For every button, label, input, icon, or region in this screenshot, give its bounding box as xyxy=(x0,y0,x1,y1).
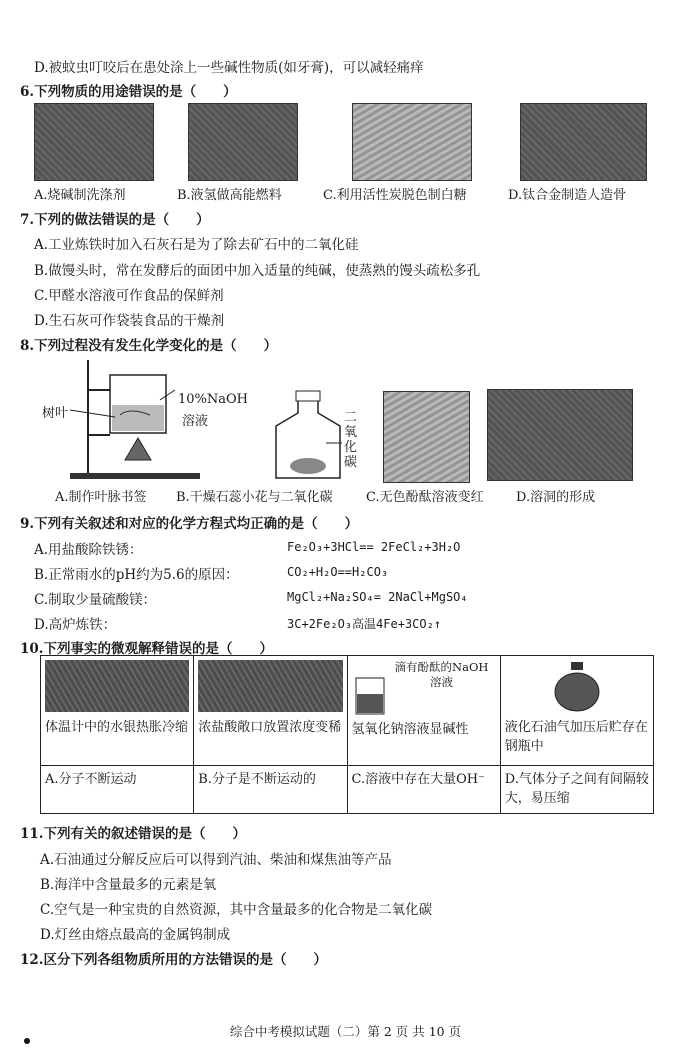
q9-equation-d: 3C+2Fe₂O₃高温4Fe+3CO₂↑ xyxy=(287,617,442,631)
q6-photo-b xyxy=(188,103,298,181)
q7-option-c: C.甲醛水溶液可作食品的保鲜剂 xyxy=(34,288,224,304)
q8-photo-c xyxy=(383,391,470,483)
q9-desc-a: A.用盐酸除铁锈： xyxy=(34,542,143,558)
q10-explanation-c: C.溶液中存在大量OH⁻ xyxy=(347,766,500,814)
q10-fact-cell-a xyxy=(41,656,194,766)
q8-caption-c: C.无色酚酞溶液变红 xyxy=(366,490,484,505)
q11-option-d: D.灯丝由熔点最高的金属钨制成 xyxy=(40,927,231,943)
q9-equation-a: Fe₂O₃+3HCl== 2FeCl₂+3H₂O xyxy=(287,540,461,554)
q11-option-b: B.海洋中含量最多的元素是氧 xyxy=(40,877,217,893)
q7-option-d: D.生石灰可作袋装食品的干燥剂 xyxy=(34,313,225,329)
page-dot xyxy=(24,1038,30,1044)
q10-fact-b: 浓盐酸敞口放置浓度变稀 xyxy=(198,720,342,735)
q8-apparatus-b xyxy=(268,388,348,483)
q6-caption-b: B.液氢做高能燃料 xyxy=(177,188,282,203)
q6-photo-d xyxy=(520,103,647,181)
q6-photo-c xyxy=(352,103,472,181)
q9-stem: 9.下列有关叙述和对应的化学方程式均正确的是（ ） xyxy=(20,516,359,532)
q7-option-b: B.做馒头时，常在发酵后的面团中加入适量的纯碱，使蒸熟的馒头疏松多孔 xyxy=(34,263,481,279)
q10-stem: 10.下列事实的微观解释错误的是（ ） xyxy=(20,641,273,657)
q10-explanation-b: B.分子是不断运动的 xyxy=(194,766,347,814)
q10-photo-a xyxy=(45,660,189,712)
q8-caption-a: A.制作叶脉书签 xyxy=(55,490,147,505)
q12-stem: 12.区分下列各组物质所用的方法错误的是（ ） xyxy=(20,952,327,968)
q10-inset-c xyxy=(352,658,496,718)
q10-photo-b xyxy=(198,660,342,712)
q6-stem: 6.下列物质的用途错误的是（ ） xyxy=(20,84,237,100)
q10-explanation-a: A.分子不断运动 xyxy=(41,766,194,814)
q10-fact-c: 氢氧化钠溶液显碱性 xyxy=(351,722,469,737)
q10-fact-cell-c xyxy=(347,656,500,766)
q7-stem: 7.下列的做法错误的是（ ） xyxy=(20,212,210,228)
q10-gas-cylinder-icon xyxy=(547,660,607,712)
q6-caption-c: C.利用活性炭脱色制白糖 xyxy=(323,188,467,203)
q9-equation-c: MgCl₂+Na₂SO₄= 2NaCl+MgSO₄ xyxy=(287,590,468,604)
q10-fact-d: 液化石油气加压后贮存在钢瓶中 xyxy=(504,720,648,754)
q9-desc-b: B.正常雨水的pH约为5.6的原因： xyxy=(34,567,239,583)
q11-option-c: C.空气是一种宝贵的自然资源，其中含量最多的化合物是二氧化碳 xyxy=(40,902,433,918)
q10-table xyxy=(40,655,654,814)
q8-photo-d xyxy=(487,389,633,481)
q6-photo-a xyxy=(34,103,154,181)
q9-desc-d: D.高炉炼铁： xyxy=(34,617,117,633)
page-footer: 综合中考模拟试题（二）第 2 页 共 10 页 xyxy=(229,1024,462,1039)
q8-caption-b: B.干燥石蕊小花与二氧化碳 xyxy=(176,490,333,505)
q10-explanation-d: D.气体分子之间有间隔较大，易压缩 xyxy=(500,766,653,814)
q8-label-solution: 溶液 xyxy=(182,414,209,429)
q10-beaker-icon xyxy=(352,676,388,718)
q8-label-leaf: 树叶 xyxy=(42,406,69,421)
q5-option-d: D.被蚊虫叮咬后在患处涂上一些碱性物质(如牙膏)，可以减轻痛痒 xyxy=(34,60,424,76)
q10-inset-label: 滴有酚酞的NaOH溶液 xyxy=(394,660,489,689)
q11-stem: 11.下列有关的叙述错误的是（ ） xyxy=(20,826,246,842)
q6-caption-a: A.烧碱制洗涤剂 xyxy=(34,188,126,203)
q8-caption-d: D.溶洞的形成 xyxy=(516,490,596,505)
q10-fact-cell-d xyxy=(500,656,653,766)
q11-option-a: A.石油通过分解反应后可以得到汽油、柴油和煤焦油等产品 xyxy=(40,852,392,868)
q6-caption-d: D.钛合金制造人造骨 xyxy=(508,188,627,203)
q8-apparatus-a xyxy=(40,355,260,485)
q8-stem: 8.下列过程没有发生化学变化的是（ ） xyxy=(20,338,278,354)
q8-label-co2: 二氧化碳 xyxy=(344,410,358,470)
q9-equation-b: CO₂+H₂O==H₂CO₃ xyxy=(287,565,389,579)
q8-label-naoh: 10%NaOH xyxy=(178,392,249,407)
q10-fact-cell-b xyxy=(194,656,347,766)
q7-option-a: A.工业炼铁时加入石灰石是为了除去矿石中的二氧化硅 xyxy=(34,237,359,253)
q10-fact-a: 体温计中的水银热胀冷缩 xyxy=(45,720,189,735)
q9-desc-c: C.制取少量硫酸镁： xyxy=(34,592,157,608)
